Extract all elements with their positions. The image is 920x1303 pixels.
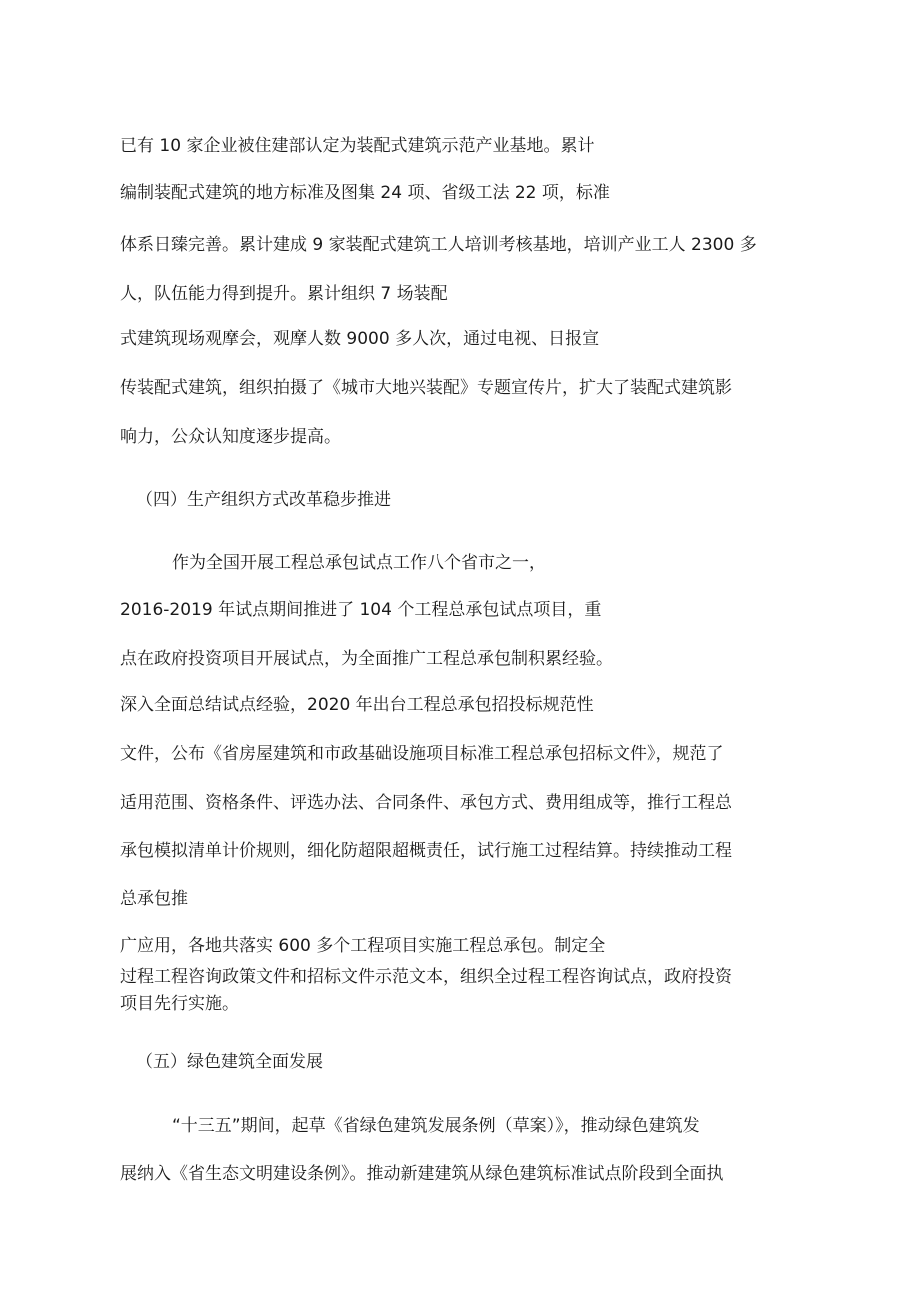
body-text-line: 作为全国开展工程总承包试点工作八个省市之一， [172,553,546,573]
body-text-line: 点在政府投资项目开展试点，为全面推广工程总承包制积累经验。 [120,649,613,669]
body-text-line: 项目先行实施。 [120,994,239,1014]
body-text-line: “十三五”期间，起草《省绿色建筑发展条例（草案）》，推动绿色建筑发 [172,1116,700,1136]
body-text-line: 深入全面总结试点经验，2020 年出台工程总承包招投标规范性 [120,695,594,715]
body-text-line: 适用范围、资格条件、评选办法、合同条件、承包方式、费用组成等，推行工程总 [120,793,732,813]
body-text-line: 人，队伍能力得到提升。累计组织 7 场装配 [120,284,448,304]
body-text-line: 总承包推 [120,889,188,909]
body-text-line: 体系日臻完善。累计建成 9 家装配式建筑工人培训考核基地，培训产业工人 2300 多 [120,235,757,255]
section-heading: （五）绿色建筑全面发展 [136,1052,323,1072]
body-text-line: 展纳入《省生态文明建设条例》。推动新建建筑从绿色建筑标准试点阶段到全面执 [120,1164,724,1184]
body-text-line: 过程工程咨询政策文件和招标文件示范文本，组织全过程工程咨询试点，政府投资 [120,967,732,987]
body-text-line: 文件，公布《省房屋建筑和市政基础设施项目标准工程总承包招标文件》，规范了 [120,744,724,764]
section-heading: （四）生产组织方式改革稳步推进 [136,490,391,510]
body-text-line: 传装配式建筑，组织拍摄了《城市大地兴装配》专题宣传片，扩大了装配式建筑影 [120,378,732,398]
body-text-line: 广应用，各地共落实 600 多个工程项目实施工程总承包。制定全 [120,936,606,956]
body-text-line: 式建筑现场观摩会，观摩人数 9000 多人次，通过电视、日报宣 [120,329,600,349]
body-text-line: 响力，公众认知度逐步提高。 [120,427,341,447]
body-text-line: 承包模拟清单计价规则，细化防超限超概责任，试行施工过程结算。持续推动工程 [120,841,732,861]
body-text-line: 编制装配式建筑的地方标准及图集 24 项、省级工法 22 项，标准 [120,183,610,203]
body-text-line: 2016-2019 年试点期间推进了 104 个工程总承包试点项目，重 [120,600,602,620]
body-text-line: 已有 10 家企业被住建部认定为装配式建筑示范产业基地。累计 [120,136,595,156]
